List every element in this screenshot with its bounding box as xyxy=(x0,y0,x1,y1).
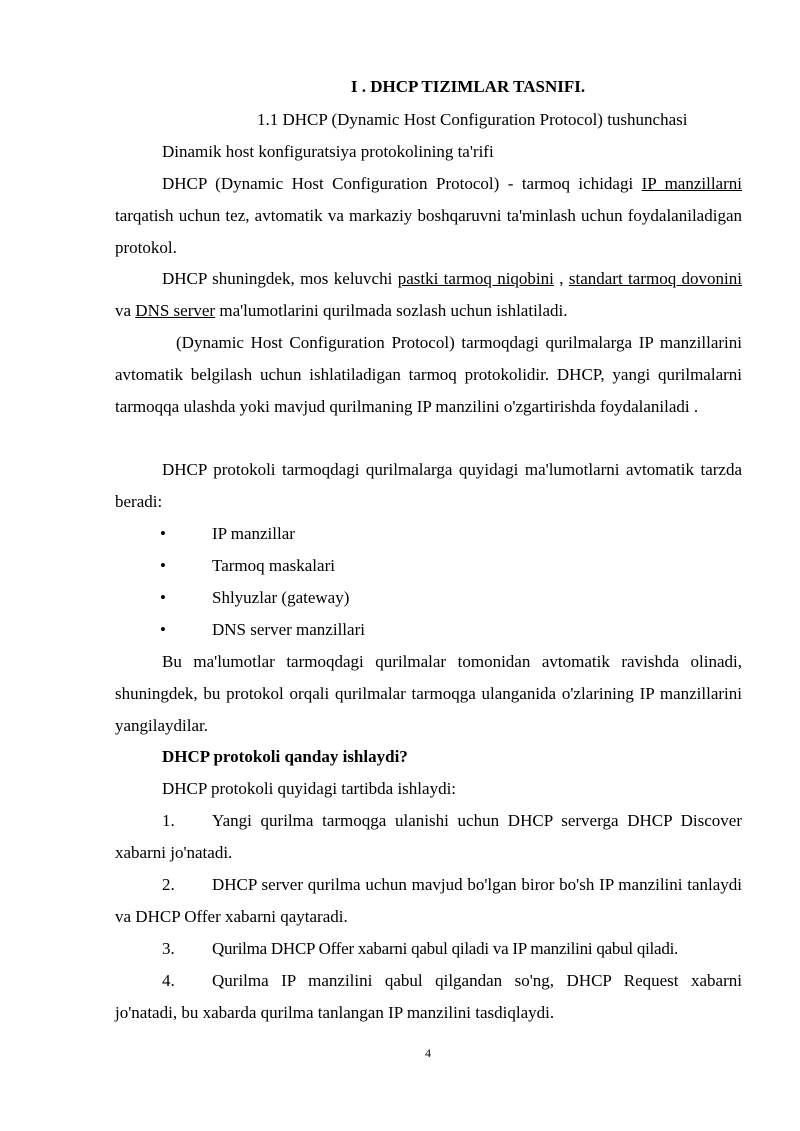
step-number: 4. xyxy=(162,971,175,990)
link-standart-tarmoq-dovonini[interactable]: standart tarmoq dovonini xyxy=(568,269,743,288)
paragraph-5: Bu ma'lumotlar tarmoqdagi qurilmalar tomonidan avtomatik ravishda olinadi, shuningdek, bu protokol orqali qurilmalar tarmoqga ulanganida o'zlarining IP manzillarini yangilaydilar. xyxy=(115,652,742,735)
step-text: Yangi qurilma tarmoqga ulanishi uchun DHCP serverga DHCP Discover xabarni jo'natadi. xyxy=(115,811,742,862)
text-span: , xyxy=(553,269,569,288)
bullet-icon: • xyxy=(160,524,166,543)
step-text: Qurilma DHCP Offer xabarni qabul qiladi va IP manzilini qabul qiladi. xyxy=(212,939,679,958)
link-ip-manzillarni[interactable]: IP manzillarni xyxy=(641,174,742,193)
step-number: 2. xyxy=(162,875,175,894)
step-number: 3. xyxy=(162,939,175,958)
step-number: 1. xyxy=(162,811,175,830)
text-span: va xyxy=(115,300,136,320)
bullet-icon: • xyxy=(160,588,166,607)
list-item-text: Shlyuzlar (gateway) xyxy=(212,588,350,607)
text-span: DHCP (Dynamic Host Configuration Protocol) - tarmoq ichidagi xyxy=(162,174,642,193)
bullet-icon: • xyxy=(160,556,166,575)
page-number: 4 xyxy=(425,1046,431,1060)
step-text: DHCP server qurilma uchun mavjud bo'lgan biror bo'sh IP manzilini tanlaydi va DHCP Offer xabarni qaytaradi. xyxy=(115,875,742,926)
bullet-icon: • xyxy=(160,620,166,639)
paragraph-6: DHCP protokoli quyidagi tartibda ishlaydi: xyxy=(162,779,457,798)
text-span: tarqatish uchun tez, avtomatik va markaziy boshqaruvni ta'minlash uchun foydalaniladigan protokol. xyxy=(115,205,742,257)
list-item-text: Tarmoq maskalari xyxy=(212,556,335,575)
section-subtitle: 1.1 DHCP (Dynamic Host Configuration Protocol) tushunchasi xyxy=(257,110,688,129)
text-span: DHCP shuningdek, mos keluvchi xyxy=(162,269,398,288)
text-span: ma'lumotlarini qurilmada sozlash uchun ishlatiladi. xyxy=(215,300,568,320)
definition-heading: Dinamik host konfiguratsiya protokolining ta'rifi xyxy=(162,142,494,161)
link-dns-server[interactable]: DNS server xyxy=(135,300,216,320)
list-item-text: IP manzillar xyxy=(212,524,295,543)
paragraph-3: (Dynamic Host Configuration Protocol) tarmoqdagi qurilmalarga IP manzillarini avtomatik belgilash uchun ishlatiladigan tarmoq protokolidir. DHCP, yangi qurilmalarni tarmoqqa ulashda yoki mavjud qurilmaning IP manzilini o'zgartirishda foydalaniladi . xyxy=(115,333,742,416)
paragraph-2 xyxy=(115,263,742,327)
step-text: Qurilma IP manzilini qabul qilgandan so'ng, DHCP Request xabarni jo'natadi, bu xabarda qurilma tanlangan IP manzilini tasdiqlaydi. xyxy=(115,971,742,1022)
link-pastki-tarmoq-niqobini[interactable]: pastki tarmoq niqobini xyxy=(397,269,554,288)
paragraph-4: DHCP protokoli tarmoqdagi qurilmalarga quyidagi ma'lumotlarni avtomatik tarzda beradi: xyxy=(115,460,742,511)
section-heading: DHCP protokoli qanday ishlaydi? xyxy=(162,747,408,766)
chapter-title: I . DHCP TIZIMLAR TASNIFI. xyxy=(350,77,586,96)
paragraph-1 xyxy=(115,168,742,263)
list-item-text: DNS server manzillari xyxy=(212,620,365,639)
